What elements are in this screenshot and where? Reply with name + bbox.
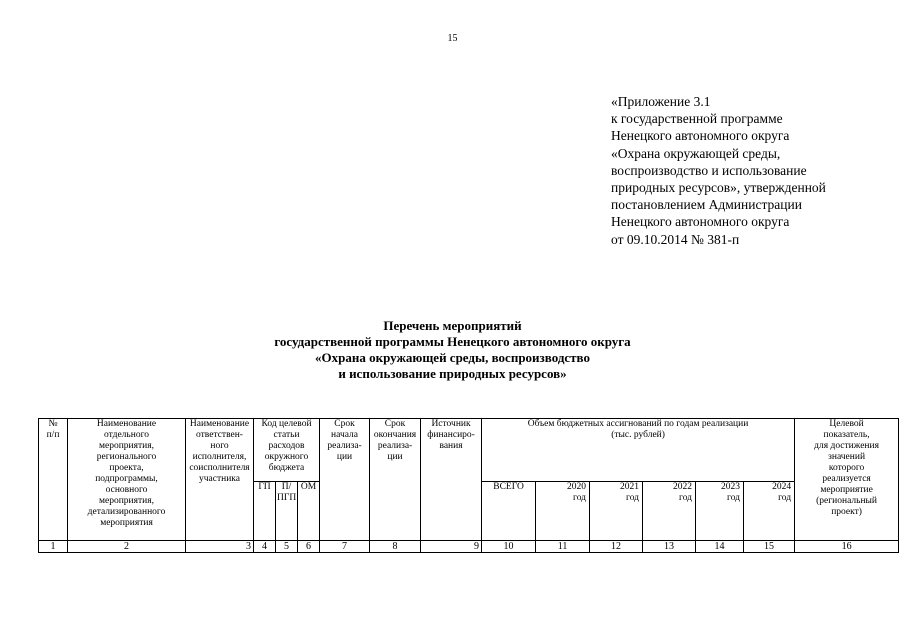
header-year: 2024 год — [744, 482, 795, 541]
header-end: Срок окончания реализа- ции — [370, 419, 421, 541]
header-executor: Наименование ответствен- ного исполнителя, соисполнителя участника — [186, 419, 254, 541]
header-no: № п/п — [39, 419, 68, 541]
column-number: 5 — [276, 541, 298, 553]
title-line: и использование природных ресурсов» — [338, 366, 567, 381]
column-number: 4 — [254, 541, 276, 553]
appendix-line: к государственной программе — [611, 111, 783, 127]
measures-table — [38, 418, 899, 553]
title-line: Перечень мероприятий — [383, 318, 522, 333]
header-start: Срок начала реализа- ции — [320, 419, 370, 541]
column-number: 12 — [590, 541, 643, 553]
appendix-line: «Охрана окружающей среды, — [611, 145, 781, 161]
appendix-line: от 09.10.2014 № 381-п — [611, 231, 740, 247]
column-number: 13 — [643, 541, 696, 553]
header-year: 2021 год — [590, 482, 643, 541]
column-number: 1 — [39, 541, 68, 553]
column-number: 11 — [536, 541, 590, 553]
column-number: 15 — [744, 541, 795, 553]
header-volume: Объем бюджетных ассигнований по годам реализации (тыс. рублей) — [482, 419, 795, 482]
header-year: 2023 год — [696, 482, 744, 541]
header-om: ОМ — [298, 482, 320, 541]
title-line: «Охрана окружающей среды, воспроизводство — [315, 350, 590, 365]
header-pgp: П/ ПГП — [276, 482, 298, 541]
column-number: 7 — [320, 541, 370, 553]
appendix-line: постановлением Администрации — [611, 197, 802, 213]
column-number: 9 — [421, 541, 482, 553]
header-gp: ГП — [254, 482, 276, 541]
column-number: 2 — [68, 541, 186, 553]
column-number: 3 — [186, 541, 254, 553]
title-line: государственной программы Ненецкого автономного округа — [274, 334, 631, 349]
header-year: 2020 год — [536, 482, 590, 541]
column-number: 10 — [482, 541, 536, 553]
column-number: 16 — [795, 541, 899, 553]
appendix-line: Ненецкого автономного округа — [611, 214, 790, 230]
appendix-line: «Приложение 3.1 — [611, 94, 711, 109]
header-source: Источник финансиро- вания — [421, 419, 482, 541]
appendix-line: воспроизводство и использование — [611, 162, 807, 178]
header-total: ВСЕГО — [482, 482, 536, 541]
header-name: Наименование отдельного мероприятия, регионального проекта, подпрограммы, основного мероприятия, детализированного мероприятия — [68, 419, 186, 541]
page-number: 15 — [447, 33, 458, 44]
header-budget-code: Код целевой статьи расходов окружного бюджета — [254, 419, 320, 482]
appendix-line: природных ресурсов», утвержденной — [611, 180, 826, 196]
header-year: 2022 год — [643, 482, 696, 541]
appendix-line: Ненецкого автономного округа — [611, 128, 790, 144]
column-number: 6 — [298, 541, 320, 553]
appendix-header — [611, 93, 826, 248]
column-number: 14 — [696, 541, 744, 553]
column-number: 8 — [370, 541, 421, 553]
header-target: Целевой показатель, для достижения значений которого реализуется мероприятие (региональный проект) — [795, 419, 899, 541]
document-title — [0, 318, 905, 382]
